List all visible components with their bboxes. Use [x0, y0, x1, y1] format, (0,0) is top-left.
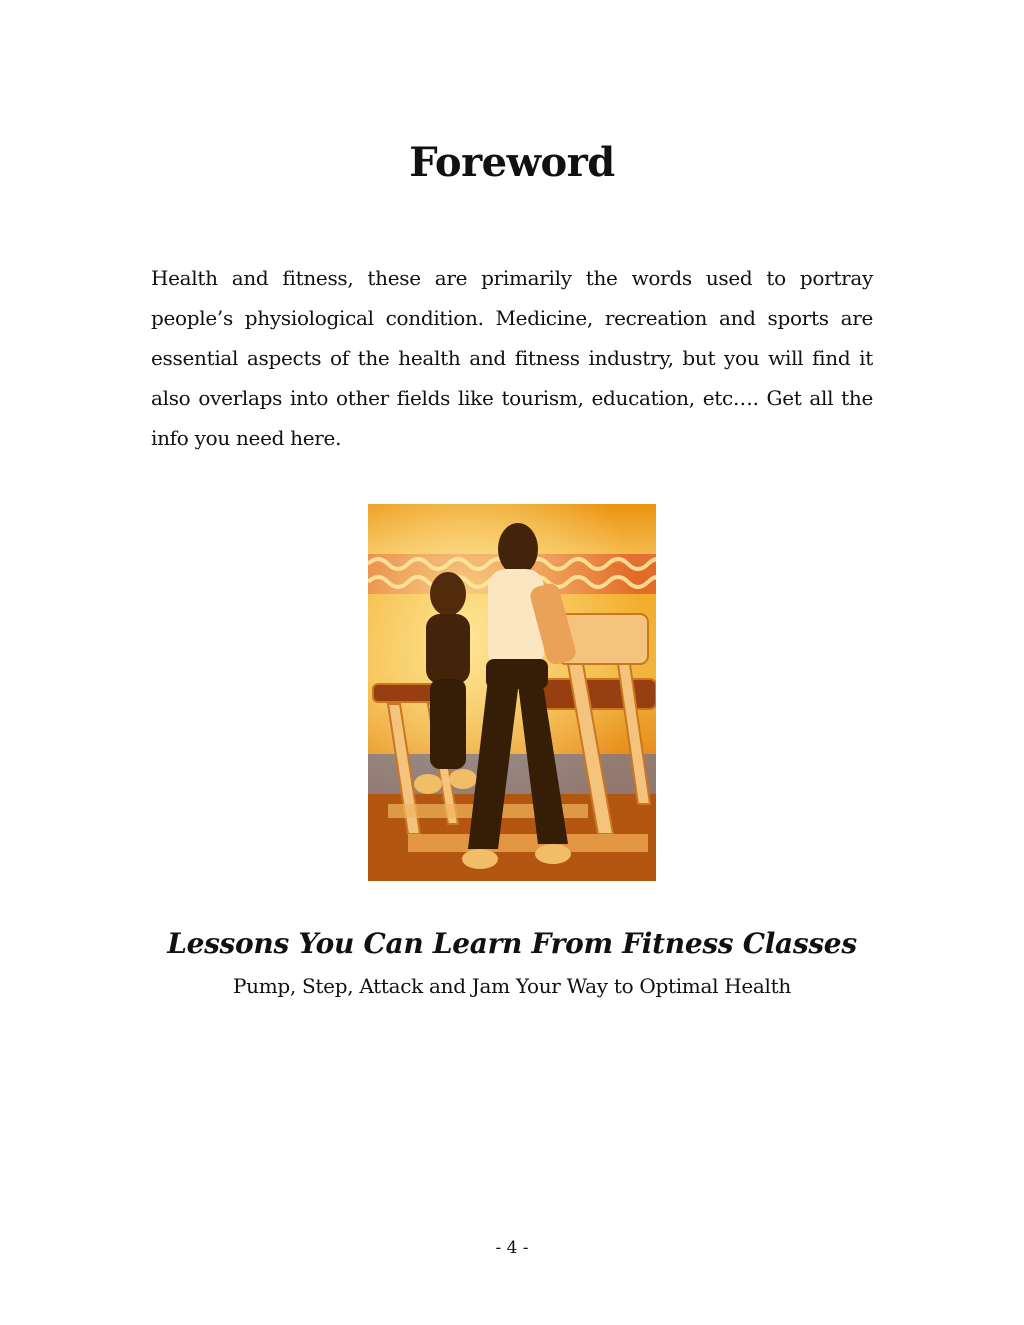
gym-treadmill-photo: [368, 504, 656, 881]
gym-photo-illustration: [368, 504, 656, 881]
section-title: Lessons You Can Learn From Fitness Classes: [167, 927, 857, 960]
foreword-paragraph: Health and fitness, these are primarily the words used to portray people’s physiological condition. Medicine, recreation and sports are essential aspects of the health and fitness industry, but you will find it also overlaps into other fields like tourism, education, etc…. Get all the info you need here.: [151, 266, 873, 450]
section-subtitle: Pump, Step, Attack and Jam Your Way to Optimal Health: [233, 974, 791, 998]
page-title: Foreword: [409, 139, 615, 186]
page-number: - 4 -: [495, 1238, 529, 1258]
